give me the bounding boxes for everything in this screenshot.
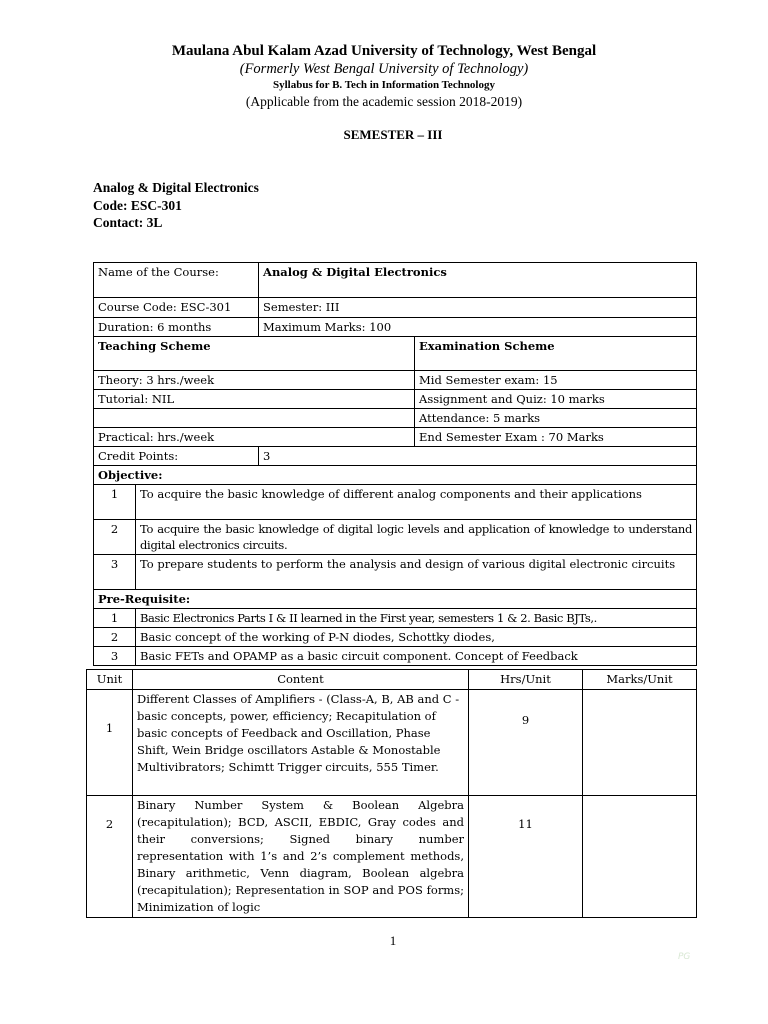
theory-cell: Theory: 3 hrs./week (94, 371, 415, 390)
page-number: 1 (389, 933, 397, 948)
prerequisite-text: Basic concept of the working of P-N diodes, Schottky diodes, (136, 628, 697, 647)
course-heading-block (93, 179, 259, 232)
assignment-cell: Assignment and Quiz: 10 marks (415, 390, 697, 409)
content-header: Content (133, 670, 469, 690)
course-name-label: Name of the Course: (94, 263, 259, 298)
unit-hours: 9 (469, 690, 583, 796)
semester-cell: Semester: III (259, 298, 697, 318)
prerequisite-heading: Pre-Requisite: (94, 590, 697, 609)
mid-sem-cell: Mid Semester exam: 15 (415, 371, 697, 390)
max-marks-cell: Maximum Marks: 100 (259, 318, 697, 337)
semester-heading: SEMESTER – III (343, 127, 443, 142)
teaching-scheme-heading: Teaching Scheme (94, 337, 415, 371)
objective-number: 3 (94, 555, 136, 590)
unit-marks (583, 690, 697, 796)
empty-cell (94, 409, 415, 428)
credit-points-value: 3 (259, 447, 697, 466)
tutorial-cell: Tutorial: NIL (94, 390, 415, 409)
duration-cell: Duration: 6 months (94, 318, 259, 337)
unit-marks (583, 796, 697, 918)
course-code: Code: ESC-301 (93, 197, 182, 213)
course-info-table (93, 262, 697, 666)
objective-number: 1 (94, 485, 136, 520)
unit-number: 1 (87, 690, 133, 796)
applicable-session: (Applicable from the academic session 2018-2019) (245, 94, 523, 109)
unit-content: Different Classes of Amplifiers - (Class-A, B, AB and C - basic concepts, power, efficiency; Recapitulation of basic concepts of Feedback and Oscillation, Phase Shift, Wein Bridge oscillators Astable & Monostable Multivibrators; Schimtt Trigger circuits, 555 Timer. (133, 690, 469, 796)
objective-number: 2 (94, 520, 136, 555)
attendance-cell: Attendance: 5 marks (415, 409, 697, 428)
objective-text: To acquire the basic knowledge of digital logic levels and application of knowledge to understand digital electronics circuits. (136, 520, 697, 555)
course-code-cell: Course Code: ESC-301 (94, 298, 259, 318)
hrs-header: Hrs/Unit (469, 670, 583, 690)
prerequisite-number: 3 (94, 647, 136, 666)
unit-content: Binary Number System & Boolean Algebra (recapitulation); BCD, ASCII, EBDIC, Gray codes and their conversions; Signed binary number representation with 1’s and 2’s complement methods, Binary arithmetic, Venn diagram, Boolean algebra (recapitulation); Representation in SOP and POS forms; Minimization of logic (133, 796, 469, 918)
end-sem-cell: End Semester Exam : 70 Marks (415, 428, 697, 447)
course-title: Analog & Digital Electronics (93, 180, 259, 195)
credit-points-label: Credit Points: (94, 447, 259, 466)
prerequisite-text: Basic FETs and OPAMP as a basic circuit component. Concept of Feedback (136, 647, 697, 666)
objective-text: To prepare students to perform the analysis and design of various digital electronic circuits (136, 555, 697, 590)
unit-table (86, 669, 697, 918)
unit-number: 2 (87, 796, 133, 918)
unit-hours: 11 (469, 796, 583, 918)
watermark: PG (678, 952, 691, 962)
objective-text: To acquire the basic knowledge of different analog components and their applications (136, 485, 697, 520)
prerequisite-number: 1 (94, 609, 136, 628)
course-contact: Contact: 3L (93, 215, 163, 230)
university-name: Maulana Abul Kalam Azad University of Technology, West Bengal (171, 43, 597, 59)
prerequisite-number: 2 (94, 628, 136, 647)
formerly-name: (Formerly West Bengal University of Technology) (239, 61, 529, 77)
syllabus-title: Syllabus for B. Tech in Information Technology (273, 79, 495, 91)
course-name-value: Analog & Digital Electronics (259, 263, 697, 298)
practical-cell: Practical: hrs./week (94, 428, 415, 447)
exam-scheme-heading: Examination Scheme (415, 337, 697, 371)
prerequisite-text: Basic Electronics Parts I & II learned in the First year, semesters 1 & 2. Basic BJTs,. (136, 609, 697, 628)
unit-header: Unit (87, 670, 133, 690)
objective-heading: Objective: (94, 466, 697, 485)
marks-header: Marks/Unit (583, 670, 697, 690)
